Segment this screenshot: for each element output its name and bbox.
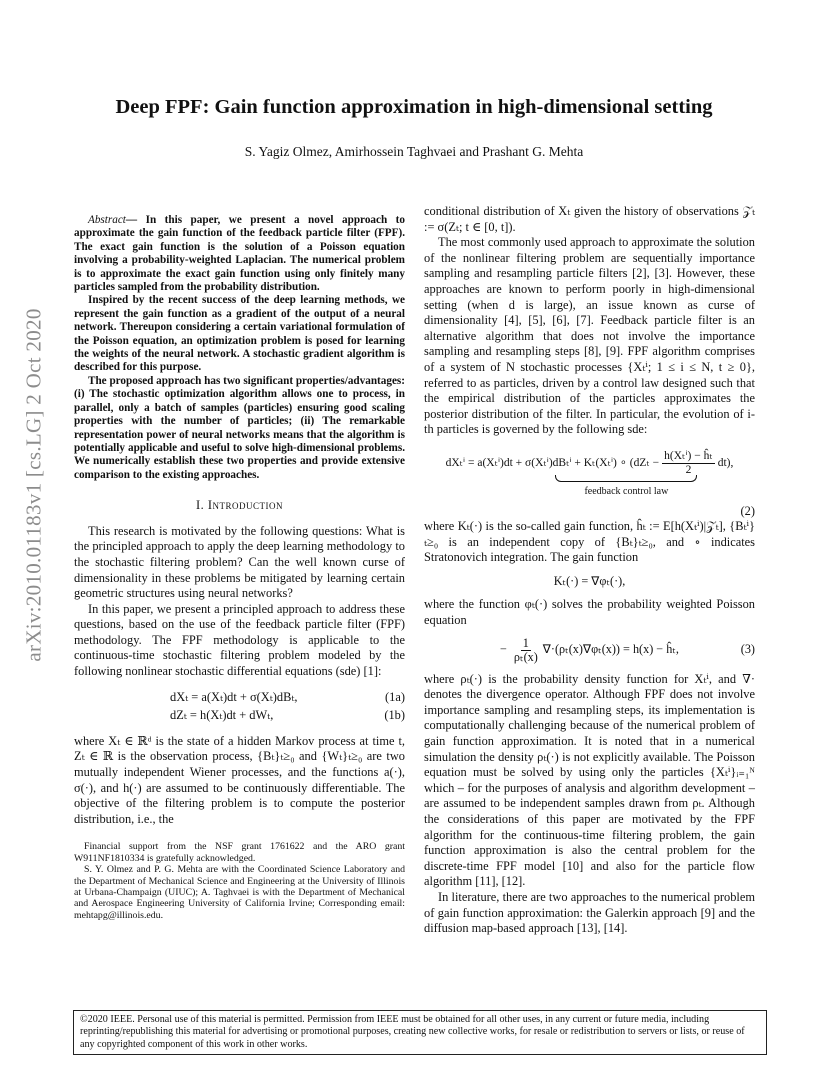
right-paragraph-3: where the function φₜ(·) solves the probability weighted Poisson equation — [424, 597, 755, 628]
equation-3 — [424, 637, 755, 664]
abstract-paragraph-2: Inspired by the recent success of the deep learning methods, we represent the gain function as a gradient of the output of a neural network. Thereupon considering a certain variational formulation of the Poisson equation, an optimization problem is posed for learning the weights of the neural network. A stochastic gradient algorithm is described for this purpose. — [74, 294, 405, 374]
equation-2-underbrace — [555, 475, 697, 482]
equation-2-fraction — [662, 450, 715, 477]
equation-2 — [424, 450, 755, 500]
equation-2-fraction-denominator: 2 — [685, 463, 692, 476]
right-paragraph-5: In literature, there are two approaches to the numerical problem of gain function approximation: the Galerkin approach [9] and the diffusion map-based approach [13], [14]. — [424, 889, 755, 936]
equation-3-body: ∇·(ρₜ(x)∇φₜ(x)) = h(x) − ĥₜ, — [542, 642, 679, 657]
equation-1a-number: (1a) — [385, 689, 405, 704]
equation-1 — [74, 690, 405, 724]
equation-1a — [74, 690, 405, 706]
equation-1a-body: dXₜ = a(Xₜ)dt + σ(Xₜ)dBₜ, — [170, 689, 298, 704]
footnote — [74, 841, 405, 921]
footnote-affiliations: S. Y. Olmez and P. G. Mehta are with the Coordinated Science Laboratory and the Department of Mechanical Science and Engineering at the University of Illinois at Urbana-Champaign (UIUC); A. Taghvaei is with the Department of Mechanical and Aerospace Engineering University of California Irvine; Corresponding email: mehtapg@illinois.edu. — [74, 864, 405, 921]
right-paragraph-4: where ρₜ(·) is the probability density function for Xₜⁱ, and ∇· denotes the divergence operator. Although FPF does not involve importance sampling and resampling steps, its implementation is computationally challenging because of the numerical problem of gain function approximation. It is noted that in a numerical simulation the density ρₜ(·) is not explicitly available. The Poisson equation must be solved by using only the particles {Xₜⁱ}ᵢ₌₁ᴺ which – for the purposes of analysis and algorithm development – are assumed to be independent samples drawn from ρₜ. Although the considerations of this paper are motivated by the FPF algorithm for the continuous-time filtering problem, the gain function approximation is also the central problem for the discrete-time FPF model [10] and also for the particle flow algorithm [11], [12]. — [424, 671, 755, 889]
equation-gain — [424, 574, 755, 590]
footnote-funding: Financial support from the NSF grant 1761622 and the ARO grant W911NF1810334 is gratefully acknowledged. — [74, 841, 405, 864]
author-list: S. Yagiz Olmez, Amirhossein Taghvaei and Prashant G. Mehta — [244, 144, 584, 159]
copyright-notice: ©2020 IEEE. Personal use of this material is permitted. Permission from IEEE must be obtained for all other uses, in any current or future media, including reprinting/republishing this material for advertising or promotional purposes, creating new collective works, for resale or redistribution to servers or lists, or reuse of any copyrighted component of this work in other works. — [73, 1010, 767, 1055]
equation-gain-body: Kₜ(·) = ∇φₜ(·), — [553, 573, 626, 588]
intro-paragraph-2: In this paper, we present a principled approach to address these questions, based on the use of the feedback particle filter (FPF) methodology. The FPF methodology is applicable to the continuous-time stochastic filtering problem modeled by the following nonlinear stochastic differential equations (sde) [1]: — [74, 601, 405, 679]
equation-1b-number: (1b) — [384, 708, 405, 723]
abstract-paragraph-1 — [74, 214, 405, 294]
intro-paragraph-1: This research is motivated by the following questions: What is the principled approach to apply the deep learning methodology to the stochastic filtering problem? Can the well known curse of dimensionality in these problems be mitigated by learning certain geometric structures using neural networks? — [74, 523, 405, 601]
right-paragraph-0: conditional distribution of Xₜ given the history of observations 𝒵ₜ := σ(Zₜ; t ∈ [0, t]). — [424, 204, 755, 234]
equation-3-number: (3) — [740, 642, 755, 657]
intro-paragraph-3: where Xₜ ∈ ℝᵈ is the state of a hidden Markov process at time t, Zₜ ∈ ℝ is the observation process, {Bₜ}ₜ≥₀ and {Wₜ}ₜ≥₀ are two mutually independent Wiener processes, and the functions a(·), σ(·), and h(·) are assumed to be continuously differentiable. The objective of the filtering problem is to compute the posterior distribution, i.e., the — [74, 733, 405, 826]
abstract-text-1: — In this paper, we present a novel approach to approximate the gain function of the feedback particle filter (FPF). The exact gain function is the solution of a Poisson equation involving a probability-weighted Laplacian. The numerical problem is to approximate the exact gain function using only finitely many particles sampled from the probability distribution. — [74, 214, 405, 294]
equation-2-content — [446, 450, 734, 500]
equation-1b — [74, 708, 405, 724]
equation-3-fraction-denominator: ρₜ(x) — [513, 649, 538, 664]
section-heading-introduction: I. Introduction — [196, 498, 283, 513]
equation-2-left: dXₜⁱ = a(Xₜⁱ)dt + σ(Xₜⁱ)dBₜⁱ + Kₜ(Xₜⁱ) ∘ (dZₜ − — [445, 456, 660, 469]
right-paragraph-1: The most commonly used approach to approximate the solution of the nonlinear filtering problem are sequentially importance sampling and resampling particle filters [2], [3]. However, these approaches are known to perform poorly in high-dimensional setting (when d is large), an issue known as curse of dimensionality [4], [5], [6], [7]. Feedback particle filter is an alternative algorithm that does not involve the importance sampling and resampling steps [8], [9]. FPF algorithm comprises of a system of N stochastic processes {Xₜⁱ; 1 ≤ i ≤ N, t ≥ 0}, referred to as particles, driven by a control law designed such that the empirical distribution of the particles approximates the posterior distribution of the filter. In particular, the evolution of i-th particles is governed by the following sde: — [424, 235, 755, 437]
left-column — [74, 214, 405, 921]
equation-2-brace-label: feedback control law — [584, 485, 669, 497]
arxiv-id-text: arXiv:2010.01183v1 [cs.LG] 2 Oct 2020 — [21, 308, 46, 662]
equation-2-number: (2) — [740, 503, 755, 518]
paper-title: Deep FPF: Gain function approximation in high-dimensional setting — [115, 96, 713, 118]
equation-2-right: dt), — [717, 456, 734, 469]
abstract — [74, 214, 405, 482]
equation-2-fraction-numerator: h(Xₜⁱ) − ĥₜ — [664, 449, 713, 462]
equation-3-fraction — [512, 637, 540, 664]
equation-3-fraction-numerator: 1 — [522, 635, 529, 650]
abstract-label: Abstract — [88, 214, 126, 226]
abstract-paragraph-3: The proposed approach has two significant properties/advantages: (i) The stochastic optimization algorithm allows one to process, in parallel, only a batch of samples (particles) ensuring good scaling properties with the number of particles; (ii) The remarkable representation power of neural networks means that the algorithm is potentially applicable and useful to solve high-dimensional problems. We numerically establish these two properties and provide extensive comparison to the existing approaches. — [74, 374, 406, 481]
right-paragraph-2: where Kₜ(·) is the so-called gain function, ĥₜ := E[h(Xₜⁱ)|𝒵ₜ], {Bₜⁱ}ₜ≥₀ is an independent copy of {Bₜ}ₜ≥₀, and ∘ indicates Stratonovich integration. The gain function — [424, 519, 755, 565]
right-column — [424, 204, 755, 937]
equation-3-minus: − — [500, 642, 507, 657]
arxiv-side-stamp — [14, 290, 54, 680]
equation-1b-body: dZₜ = h(Xₜ)dt + dWₜ, — [170, 708, 274, 723]
